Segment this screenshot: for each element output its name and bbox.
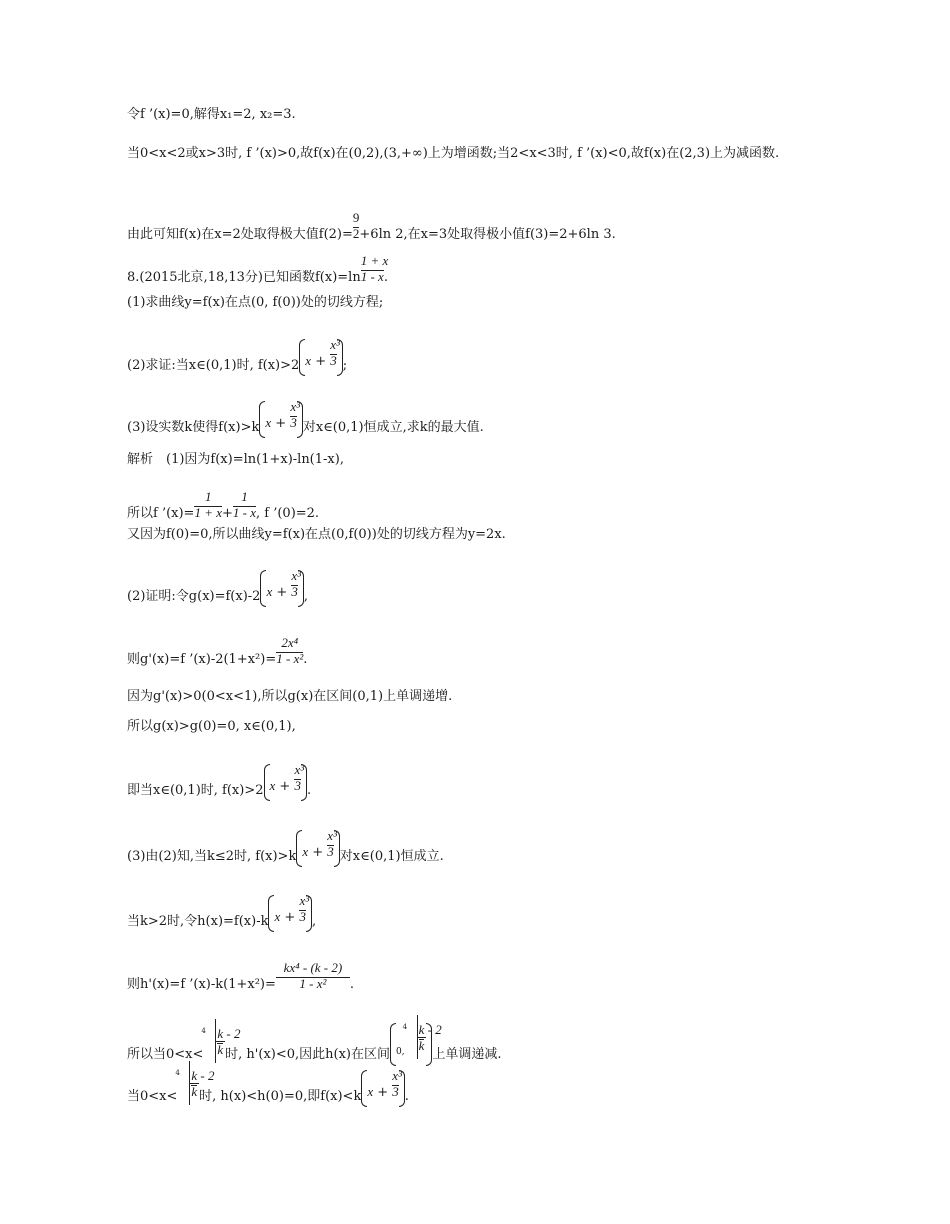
solution-line: 又因为f(0)=0,所以曲线y=f(x)在点(0,f(0))处的切线方程为y=2x. [127, 527, 506, 542]
paren-expression: x + $\frac{\text{x³}}{3}$ [264, 778, 307, 795]
solution-line: 则h'(x)=f ’(x)-k(1+x²)= $\frac{\text{kx⁴ - (k - 2)}}{\text{1 - x²}}$. [127, 960, 355, 992]
question-title: 8.(2015北京,18,13分)已知函数f(x)=ln $\frac{1 + x}{1 - x}$. [127, 253, 389, 285]
fraction: $\frac{\text{x³}}{3}$ [299, 893, 310, 924]
radical-expression: 4 $\frac{k - 2}{k}$ [405, 1037, 427, 1055]
fraction: $\frac{\text{x³}}{3}$ [291, 568, 302, 599]
fraction: $\frac{1 + x}{1 - x}$ [360, 253, 389, 284]
solution-line: 即当x∈(0,1)时, f(x)>2 x + $\frac{\text{x³}}{3}$ . [127, 762, 312, 798]
solution-line: (2)证明:令g(x)=f(x)-2 x + $\frac{\text{x³}}{3}$ , [127, 568, 309, 604]
solution-line: 则g'(x)=f ’(x)-2(1+x²)= $\frac{\text{2x⁴}}{\text{1 - x²}}$. [127, 635, 308, 667]
paren-expression: x + $\frac{\text{x³}}{3}$ [259, 415, 302, 432]
fraction: $\frac{\text{x³}}{3}$ [327, 828, 337, 859]
solution-line: 所以当0<x< 4 $\frac{k - 2}{k}$ 时, h'(x)<0,因此h(x)在区间 0, 4 $\frac{k - 2}{k}$上单调递减. [127, 1037, 502, 1063]
fraction: $\frac{\text{x³}}{3}$ [392, 1068, 402, 1099]
fraction: $\frac{k - 2}{k}$ [418, 1022, 442, 1053]
text-line: 由此可知f(x)在x=2处取得极大值f(2)= $\frac{9}{2}+6\ln$ 2,在x=3处取得极小值f(3)=2+6ln 3. [127, 210, 616, 242]
paren-expression: x + $\frac{\text{x³}}{3}$ [361, 1084, 404, 1101]
paren-expression: x + $\frac{\text{x³}}{3}$ [299, 353, 342, 370]
fraction: $\frac{k - 2}{k}$ [191, 1068, 215, 1099]
fraction: $\frac{k - 2}{k}$ [217, 1026, 241, 1057]
paren-expression: 0, 4 $\frac{k - 2}{k}$ [390, 1037, 432, 1060]
fraction: $\frac{1}{1 + x}$ [194, 489, 222, 520]
fraction: $\frac{9}{2}$ [352, 210, 360, 241]
text-paragraph: 当0<x<2或x>3时, f ’(x)>0,故f(x)在(0,2),(3,+∞)上为增函数;当2<x<3时, f ’(x)<0,故f(x)在(2,3)上为减函数. [127, 146, 780, 161]
fraction: $\frac{\text{kx⁴ - (k - 2)}}{\text{1 - x²}}$ [276, 976, 350, 992]
solution-line: 当k>2时,令h(x)=f(x)-k x + $\frac{\text{x³}}{3}$ , [127, 893, 317, 929]
solution-line: 当0<x< 4 $\frac{k - 2}{k}$ 时, h(x)<h(0)=0,即f(x)<k x + $\frac{\text{x³}}{3}$ . [127, 1083, 409, 1105]
question-part: (2)求证:当x∈(0,1)时, f(x)>2 x + $\frac{\text{x³}}{3}$ ; [127, 337, 348, 373]
solution-line: 所以g(x)>g(0)=0, x∈(0,1), [127, 719, 296, 734]
question-part: (1)求曲线y=f(x)在点(0, f(0))处的切线方程; [127, 295, 384, 310]
question-part: (3)设实数k使得f(x)>k x + $\frac{\text{x³}}{3}$ 对x∈(0,1)恒成立,求k的最大值. [127, 399, 484, 435]
text-line: 令f ’(x)=0,解得x₁=2, x₂=3. [127, 107, 296, 122]
paren-expression: x + $\frac{\text{x³}}{3}$ [296, 844, 339, 861]
paren-expression: x + $\frac{\text{x³}}{3}$ [260, 584, 303, 601]
solution-line: 解析 (1)因为f(x)=ln(1+x)-ln(1-x), [127, 452, 344, 467]
paren-expression: x + $\frac{\text{x³}}{3}$ [268, 909, 311, 926]
fraction: $\frac{1}{1 - x}$ [232, 489, 257, 520]
solution-line: 因为g'(x)>0(0<x<1),所以g(x)在区间(0,1)上单调递增. [127, 689, 453, 704]
fraction: $\frac{\text{x³}}{3}$ [294, 762, 305, 793]
radical-expression: 4 $\frac{k - 2}{k}$ [203, 1041, 225, 1059]
radical-expression: 4 $\frac{k - 2}{k}$ [177, 1083, 199, 1101]
fraction: $\frac{\text{x³}}{3}$ [330, 337, 340, 368]
fraction: $\frac{\text{x³}}{3}$ [290, 399, 300, 430]
fraction: $\frac{\text{2x⁴}}{\text{1 - x²}}$ [276, 635, 304, 666]
solution-line: 所以f ’(x)= $\frac{1}{1 + x}+$ $\frac{1}{1 - x}$, f ’(0)=2. [127, 489, 320, 521]
solution-line: (3)由(2)知,当k≤2时, f(x)>k x + $\frac{\text{x³}}{3}$ 对x∈(0,1)恒成立. [127, 828, 444, 864]
